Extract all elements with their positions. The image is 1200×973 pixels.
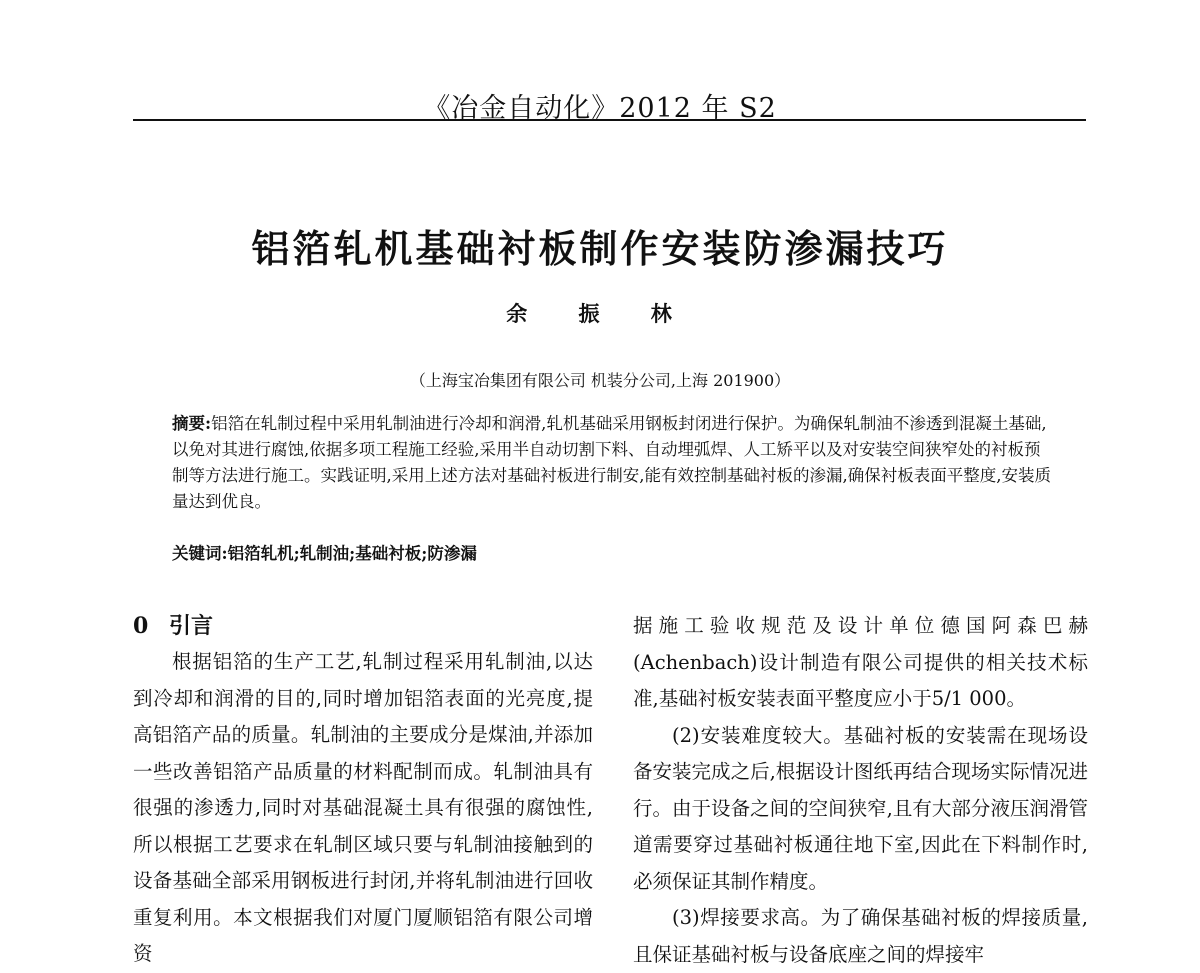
keywords — [172, 541, 1052, 567]
section-heading — [133, 608, 593, 644]
abstract — [172, 411, 1052, 515]
author-name: 余 振 林 — [506, 301, 694, 326]
right-paragraph-2: (2)安装难度较大。基础衬板的安装需在现场设备安装完成之后,根据设计图纸再结合现场实际情况进行。由于设备之间的空间狭窄,且有大部分液压润滑管道需要穿过基础衬板通往地下室,因此在下料制作时,必须保证其制作精度。 — [633, 723, 1088, 893]
journal-header: 《冶金自动化》2012 年 S2 — [423, 93, 777, 124]
header-rule — [133, 119, 1086, 121]
right-paragraph-1: 据施工验收规范及设计单位德国阿森巴赫(Achenbach)设计制造有限公司提供的相关技术标准,基础衬板安装表面平整度应小于5/1 000。 — [633, 614, 1088, 710]
section-title: 引言 — [169, 613, 214, 639]
right-column — [633, 608, 1088, 973]
abstract-label: 摘要: — [172, 414, 212, 433]
author-affiliation: （上海宝冶集团有限公司 机装分公司,上海 201900） — [409, 371, 791, 390]
article-title: 铝箔轧机基础衬板制作安装防渗漏技巧 — [251, 227, 949, 271]
left-column — [133, 608, 593, 973]
keywords-label: 关键词: — [172, 544, 228, 563]
right-paragraph-3: (3)焊接要求高。为了确保基础衬板的焊接质量,且保证基础衬板与设备底座之间的焊接牢 — [633, 906, 1088, 966]
keywords-text: 铝箔轧机;轧制油;基础衬板;防渗漏 — [227, 544, 477, 563]
abstract-text: 铝箔在轧制过程中采用轧制油进行冷却和润滑,轧机基础采用钢板封闭进行保护。为确保轧制油不渗透到混凝土基础,以免对其进行腐蚀,依据多项工程施工经验,采用半自动切割下料、自动埋弧焊、人工矫平以及对安装空间狭窄处的衬板预制等方法进行施工。实践证明,采用上述方法对基础衬板进行制安,能有效控制基础衬板的渗漏,确保衬板表面平整度,安装质量达到优良。 — [172, 414, 1051, 511]
intro-paragraph: 根据铝箔的生产工艺,轧制过程采用轧制油,以达到冷却和润滑的目的,同时增加铝箔表面的光亮度,提高铝箔产品的质量。轧制油的主要成分是煤油,并添加一些改善铝箔产品质量的材料配制而成。轧制油具有很强的渗透力,同时对基础混凝土具有很强的腐蚀性,所以根据工艺要求在轧制区域只要与轧制油接触到的设备基础全部采用钢板进行封闭,并将轧制油进行回收重复利用。本文根据我们对厦门厦顺铝箔有限公司增资 — [133, 650, 593, 965]
section-number: 0 — [133, 613, 149, 639]
